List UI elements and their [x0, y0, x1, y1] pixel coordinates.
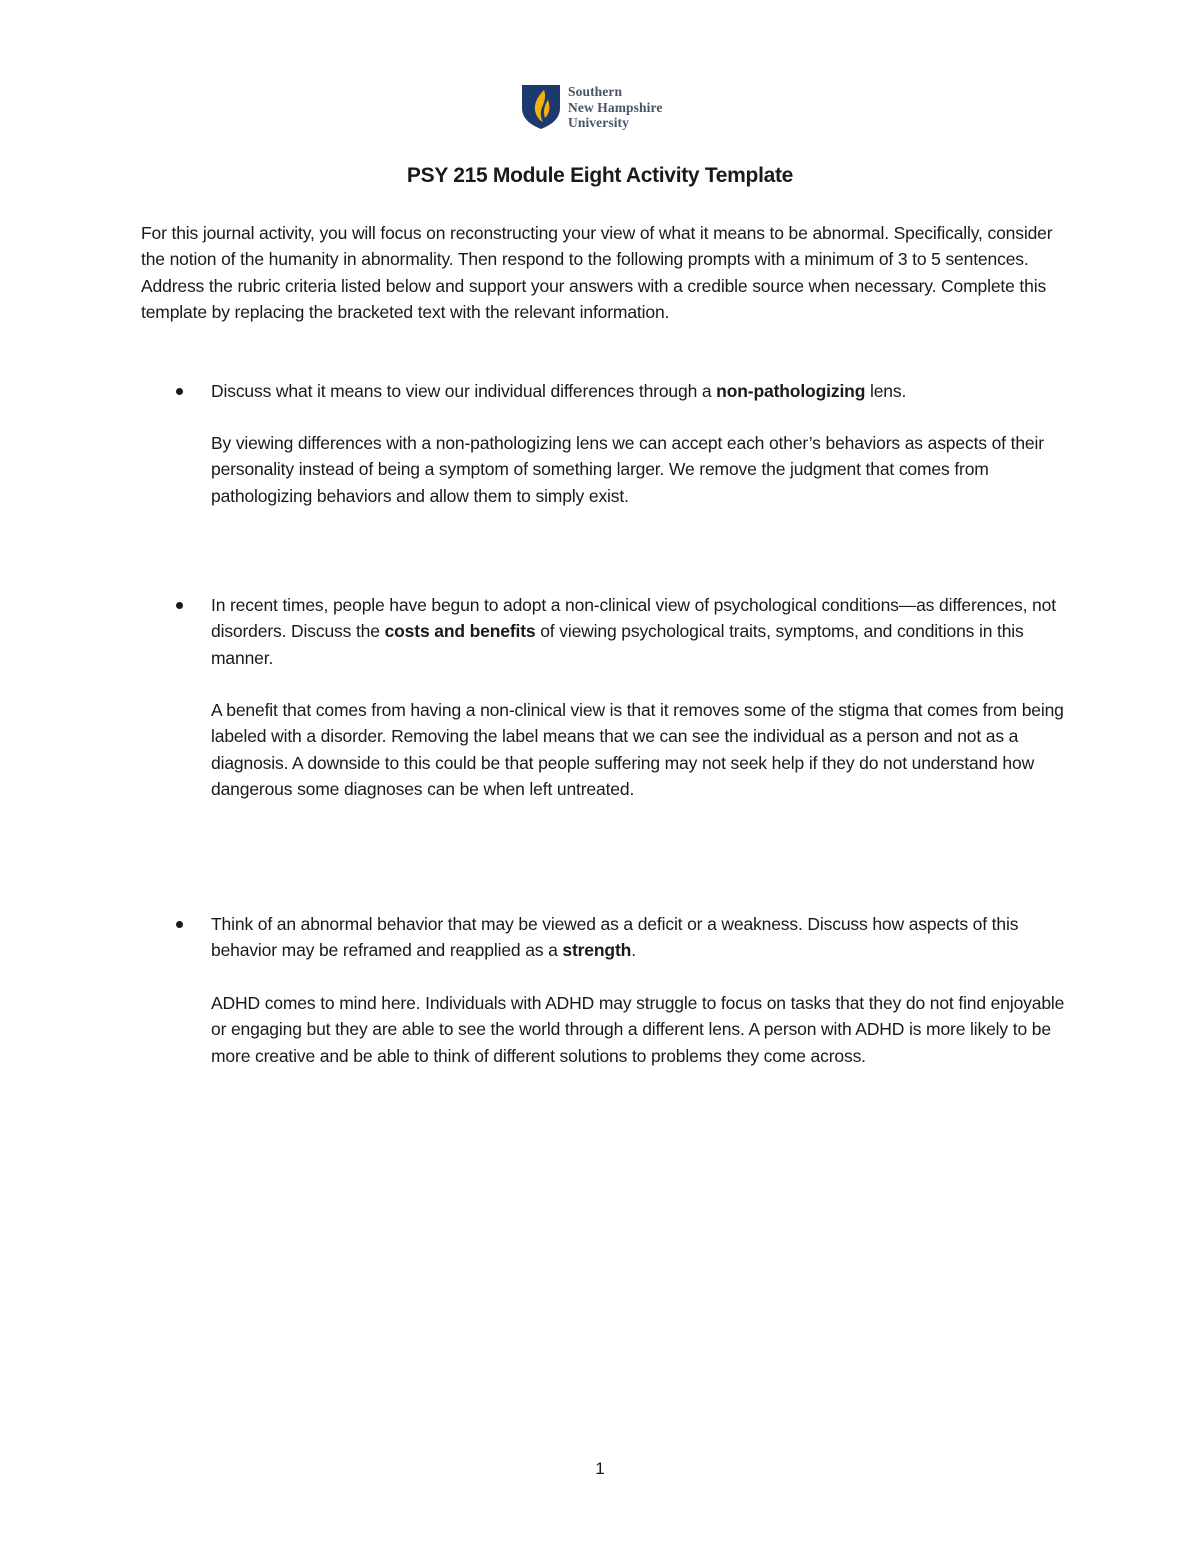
- prompt-2-text: In recent times, people have begun to adopt a non-clinical view of psychological conditions—as differences, not disorders. Discuss the: [211, 595, 1056, 642]
- bullet-icon: [176, 921, 183, 928]
- prompt-1-text: Discuss what it means to view our individual differences through a: [211, 381, 717, 401]
- bullet-icon: [176, 388, 183, 395]
- bullet-icon: [176, 602, 183, 609]
- prompt-1: [211, 378, 1071, 404]
- prompt-2: [211, 592, 1071, 671]
- logo-line-2: New Hampshire: [568, 99, 663, 115]
- prompt-3-emphasis: strength: [562, 940, 632, 961]
- answer-3: ADHD comes to mind here. Individuals with ADHD may struggle to focus on tasks that they do not find enjoyable or engaging but they are able to see the world through a different lens. A person with ADHD is more likely to be more creative and be able to think of different solutions to problems they come across.: [211, 993, 1065, 1066]
- intro-paragraph: For this journal activity, you will focus on reconstructing your view of what it means to be abnormal. Specifically, consider the notion of the humanity in abnormality. Then respond to the following prompts with a minimum of 3 to 5 sentences. Address the rubric criteria listed below and support your answers with a credible source when necessary. Complete this template by replacing the bracketed text with the relevant information.: [141, 223, 1053, 322]
- snhu-logo: [521, 84, 662, 131]
- logo-wordmark: [568, 84, 662, 131]
- prompt-1-text-end: lens.: [865, 381, 907, 401]
- answer-2: A benefit that comes from having a non-clinical view is that it removes some of the stigma that comes from being labeled with a disorder. Removing the label means that we can see the individual as a person and not as a diagnosis. A downside to this could be that people suffering may not seek help if they do not understand how dangerous some diagnoses can be when left untreated.: [211, 700, 1064, 799]
- answer-1: By viewing differences with a non-pathologizing lens we can accept each other’s behaviors as aspects of their personality instead of being a symptom of something larger. We remove the judgment that comes from pathologizing behaviors and allow them to simply exist.: [211, 433, 1044, 506]
- prompt-3: [211, 911, 1071, 964]
- prompt-2-emphasis: costs and benefits: [384, 621, 536, 642]
- shield-flame-icon: [521, 84, 561, 130]
- prompt-2-text-end: of viewing psychological traits, symptoms, and conditions in this manner.: [211, 621, 1024, 668]
- prompt-3-text: Think of an abnormal behavior that may be viewed as a deficit or a weakness. Discuss how aspects of this behavior may be reframed and reapplied as a: [211, 914, 1019, 961]
- logo-line-3: University: [568, 115, 629, 130]
- logo-line-1: Southern: [568, 84, 623, 99]
- prompt-3-text-end: .: [631, 940, 636, 961]
- page-number: 1: [595, 1459, 605, 1478]
- page-title: PSY 215 Module Eight Activity Template: [406, 164, 794, 187]
- prompt-1-emphasis: non-pathologizing: [716, 381, 866, 401]
